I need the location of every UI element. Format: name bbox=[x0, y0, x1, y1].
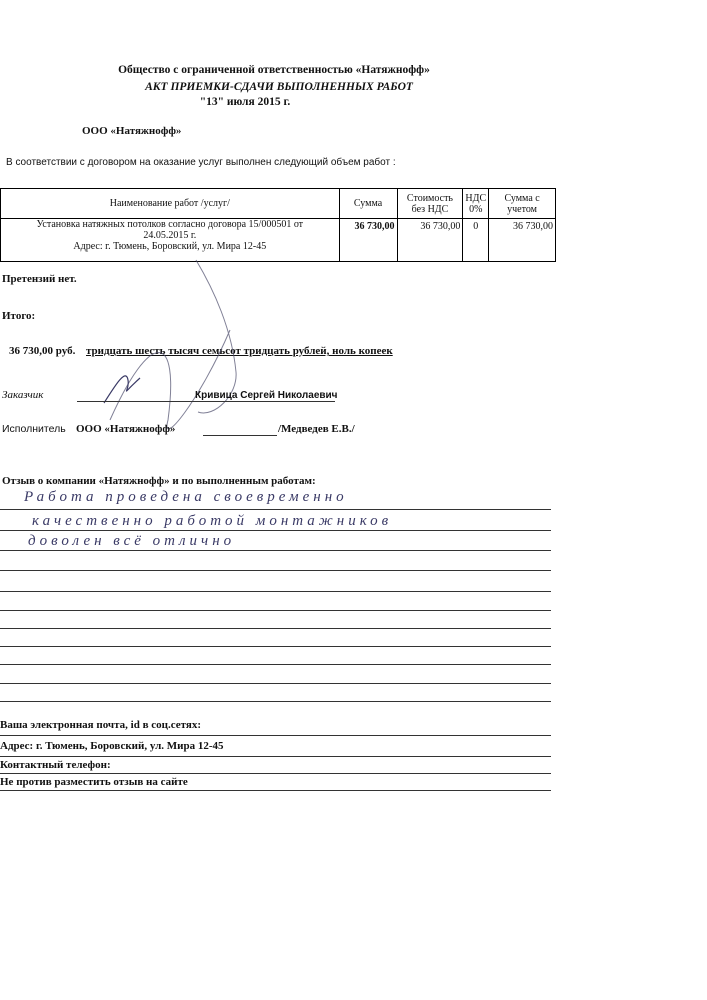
feedback-line bbox=[0, 530, 551, 531]
feedback-line bbox=[0, 591, 551, 592]
feedback-line bbox=[0, 646, 551, 647]
executor-signature-line bbox=[203, 435, 277, 436]
header-cost: Стоимость без НДС bbox=[397, 189, 463, 219]
contact-address: Адрес: г. Тюмень, Боровский, ул. Мира 12-45 bbox=[0, 740, 224, 752]
company-short-name: ООО «Натяжнофф» bbox=[82, 125, 182, 137]
row-name: Установка натяжных потолков согласно договора 15/000501 от 24.05.2015 г. Адрес: г. Тюмень, Боровский, ул. Мира 12-45 bbox=[1, 219, 340, 262]
feedback-line bbox=[0, 701, 551, 702]
feedback-line bbox=[0, 628, 551, 629]
row-vat: 0 bbox=[463, 219, 489, 262]
feedback-line bbox=[0, 550, 551, 551]
feedback-handwritten-line-2: качественно работой монтажников bbox=[32, 513, 393, 529]
header-sum: Сумма bbox=[339, 189, 397, 219]
feedback-handwritten-line-1: Работа проведена своевременно bbox=[24, 489, 348, 505]
act-title: АКТ ПРИЕМКИ-СДАЧИ ВЫПОЛНЕННЫХ РАБОТ bbox=[145, 81, 413, 93]
feedback-line bbox=[0, 610, 551, 611]
executor-name: /Медведев Е.В./ bbox=[278, 423, 355, 435]
header-total: Сумма с учетом bbox=[489, 189, 556, 219]
company-full-name: Общество с ограниченной ответственностью «Натяжнофф» bbox=[118, 64, 430, 76]
feedback-line bbox=[0, 509, 551, 510]
row-sum: 36 730,00 bbox=[339, 219, 397, 262]
contact-email-label: Ваша электронная почта, id в соц.сетях: bbox=[0, 719, 202, 731]
contact-email-line bbox=[0, 735, 551, 736]
feedback-handwritten-line-3: доволен всё отлично bbox=[28, 533, 236, 549]
customer-label: Заказчик bbox=[2, 389, 44, 401]
contact-address-line bbox=[0, 756, 551, 757]
contact-phone-line bbox=[0, 773, 551, 774]
row-cost: 36 730,00 bbox=[397, 219, 463, 262]
row-total: 36 730,00 bbox=[489, 219, 556, 262]
header-vat: НДС 0% bbox=[463, 189, 489, 219]
customer-signature-line bbox=[77, 401, 335, 402]
total-words: тридцать шесть тысяч семьсот тридцать рублей, ноль копеек bbox=[86, 345, 393, 357]
executor-label: Исполнитель bbox=[2, 423, 66, 435]
customer-name: Кривица Сергей Николаевич bbox=[195, 390, 338, 401]
feedback-heading: Отзыв о компании «Натяжнофф» и по выполненным работам: bbox=[2, 475, 316, 487]
header-name: Наименование работ /услуг/ bbox=[1, 189, 340, 219]
intro-text: В соответствии с договором на оказание услуг выполнен следующий объем работ : bbox=[6, 157, 396, 168]
total-amount: 36 730,00 руб. bbox=[9, 345, 76, 357]
feedback-line bbox=[0, 570, 551, 571]
contact-phone-label: Контактный телефон: bbox=[0, 759, 111, 771]
feedback-line bbox=[0, 664, 551, 665]
consent-text: Не против разместить отзыв на сайте bbox=[0, 776, 188, 788]
consent-line bbox=[0, 790, 551, 791]
claims-text: Претензий нет. bbox=[2, 273, 77, 285]
executor-company: ООО «Натяжнофф» bbox=[76, 423, 176, 435]
feedback-line bbox=[0, 683, 551, 684]
act-date: "13" июля 2015 г. bbox=[199, 96, 291, 108]
total-label: Итого: bbox=[2, 310, 36, 322]
